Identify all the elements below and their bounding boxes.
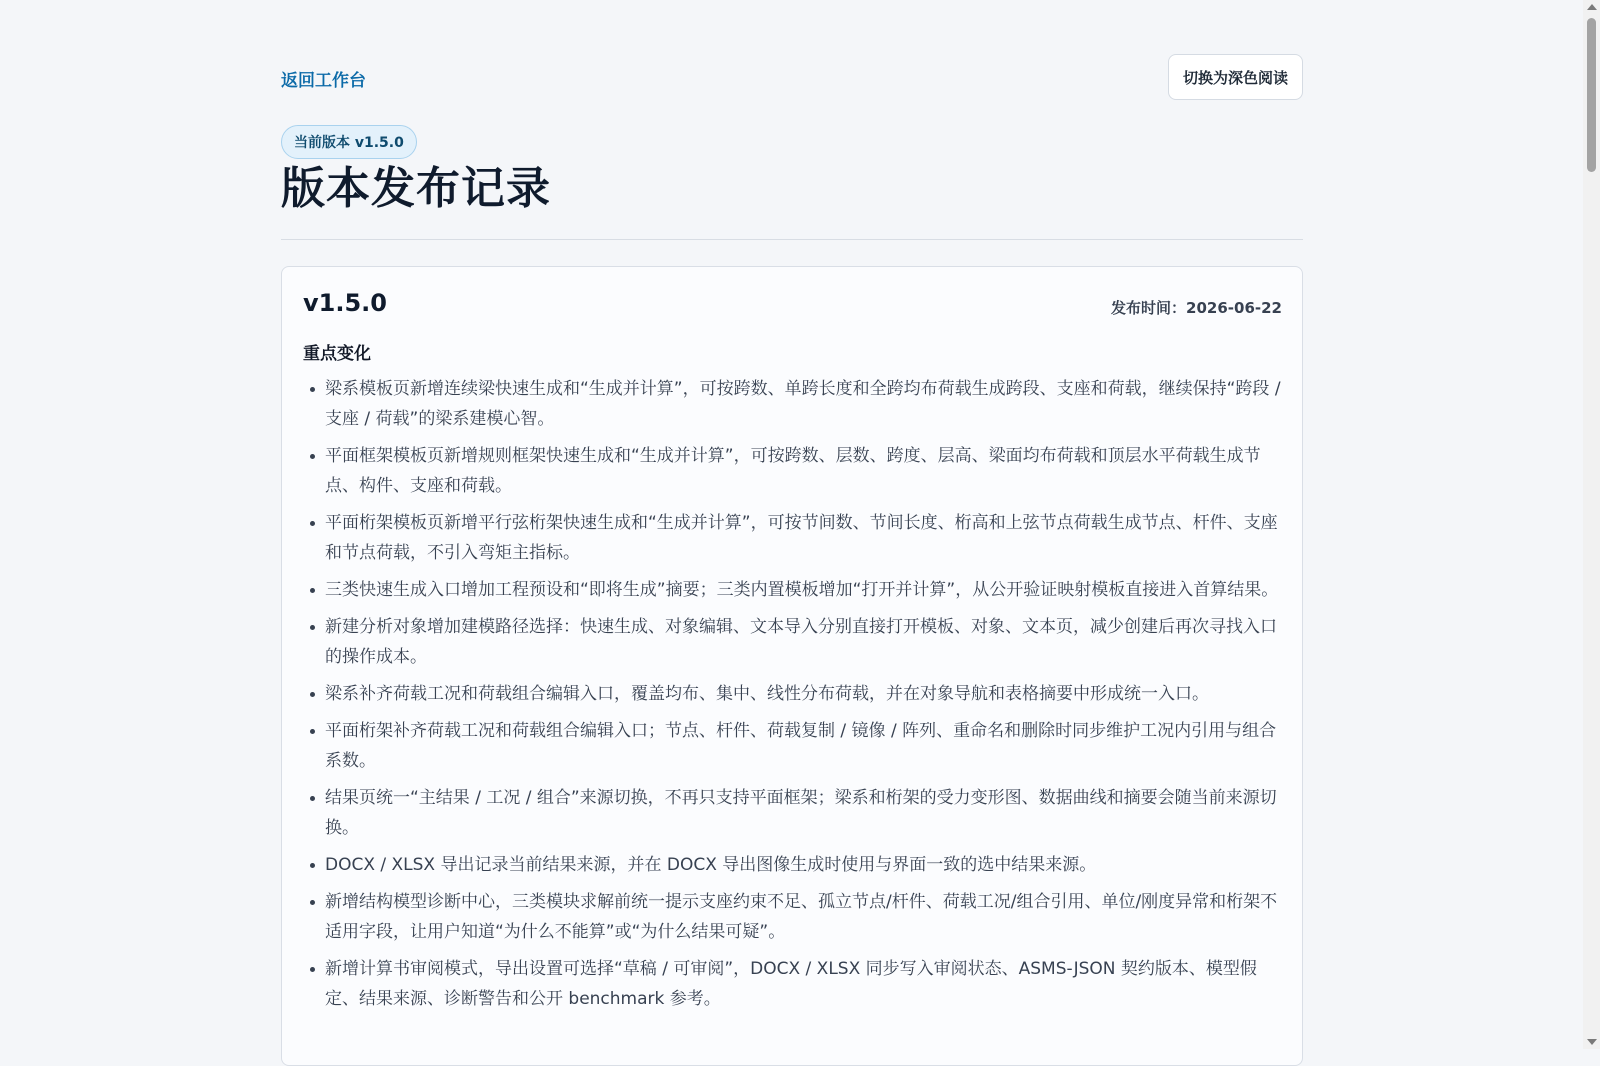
list-item: 平面桁架模板页新增平行弦桁架快速生成和“生成并计算”，可按节间数、节间长度、桁高和上弦节点荷载生成节点、杆件、支座和节点荷载，不引入弯矩主指标。: [325, 508, 1282, 568]
release-date: 发布时间：2026-06-22: [1111, 299, 1282, 317]
list-item: 新建分析对象增加建模路径选择：快速生成、对象编辑、文本导入分别直接打开模板、对象、文本页，减少创建后再次寻找入口的操作成本。: [325, 612, 1282, 672]
top-bar: [281, 0, 1303, 104]
scroll-down-arrow-icon[interactable]: [1587, 1039, 1597, 1045]
list-item: 新增结构模型诊断中心，三类模块求解前统一提示支座约束不足、孤立节点/杆件、荷载工况/组合引用、单位/刚度异常和桁架不适用字段，让用户知道“为什么不能算”或“为什么结果可疑”。: [325, 887, 1282, 947]
section-title: 重点变化: [303, 344, 371, 364]
scroll-up-arrow-icon[interactable]: [1587, 4, 1597, 10]
change-list: [303, 374, 1282, 1014]
list-item: 梁系模板页新增连续梁快速生成和“生成并计算”，可按跨数、单跨长度和全跨均布荷载生成跨段、支座和荷载，继续保持“跨段 / 支座 / 荷载”的梁系建模心智。: [325, 374, 1282, 434]
list-item: 平面框架模板页新增规则框架快速生成和“生成并计算”，可按跨数、层数、跨度、层高、梁面均布荷载和顶层水平荷载生成节点、构件、支座和荷载。: [325, 441, 1282, 501]
list-item: 三类快速生成入口增加工程预设和“即将生成”摘要；三类内置模板增加“打开并计算”，从公开验证映射模板直接进入首算结果。: [325, 575, 1282, 605]
back-to-workbench-link[interactable]: 返回工作台: [281, 71, 366, 91]
release-card-header: [303, 289, 1282, 325]
list-item: 平面桁架补齐荷载工况和荷载组合编辑入口；节点、杆件、荷载复制 / 镜像 / 阵列、重命名和删除时同步维护工况内引用与组合系数。: [325, 716, 1282, 776]
list-item: 结果页统一“主结果 / 工况 / 组合”来源切换，不再只支持平面框架；梁系和桁架的受力变形图、数据曲线和摘要会随当前来源切换。: [325, 783, 1282, 843]
current-version-badge: 当前版本 v1.5.0: [281, 125, 417, 159]
dark-mode-toggle-button[interactable]: 切换为深色阅读: [1168, 54, 1303, 100]
header-divider: [281, 239, 1303, 240]
release-version: v1.5.0: [303, 289, 387, 317]
list-item: 梁系补齐荷载工况和荷载组合编辑入口，覆盖均布、集中、线性分布荷载，并在对象导航和表格摘要中形成统一入口。: [325, 679, 1282, 709]
vertical-scrollbar[interactable]: [1583, 0, 1600, 1049]
list-item: DOCX / XLSX 导出记录当前结果来源，并在 DOCX 导出图像生成时使用与界面一致的选中结果来源。: [325, 850, 1282, 880]
release-card: [281, 266, 1303, 1066]
list-item: 新增计算书审阅模式，导出设置可选择“草稿 / 可审阅”，DOCX / XLSX 同步写入审阅状态、ASMS-JSON 契约版本、模型假定、结果来源、诊断警告和公开 benchmark 参考。: [325, 954, 1282, 1014]
scrollbar-thumb[interactable]: [1587, 18, 1596, 172]
page-title: 版本发布记录: [281, 163, 551, 214]
release-notes-page: [281, 0, 1303, 1066]
